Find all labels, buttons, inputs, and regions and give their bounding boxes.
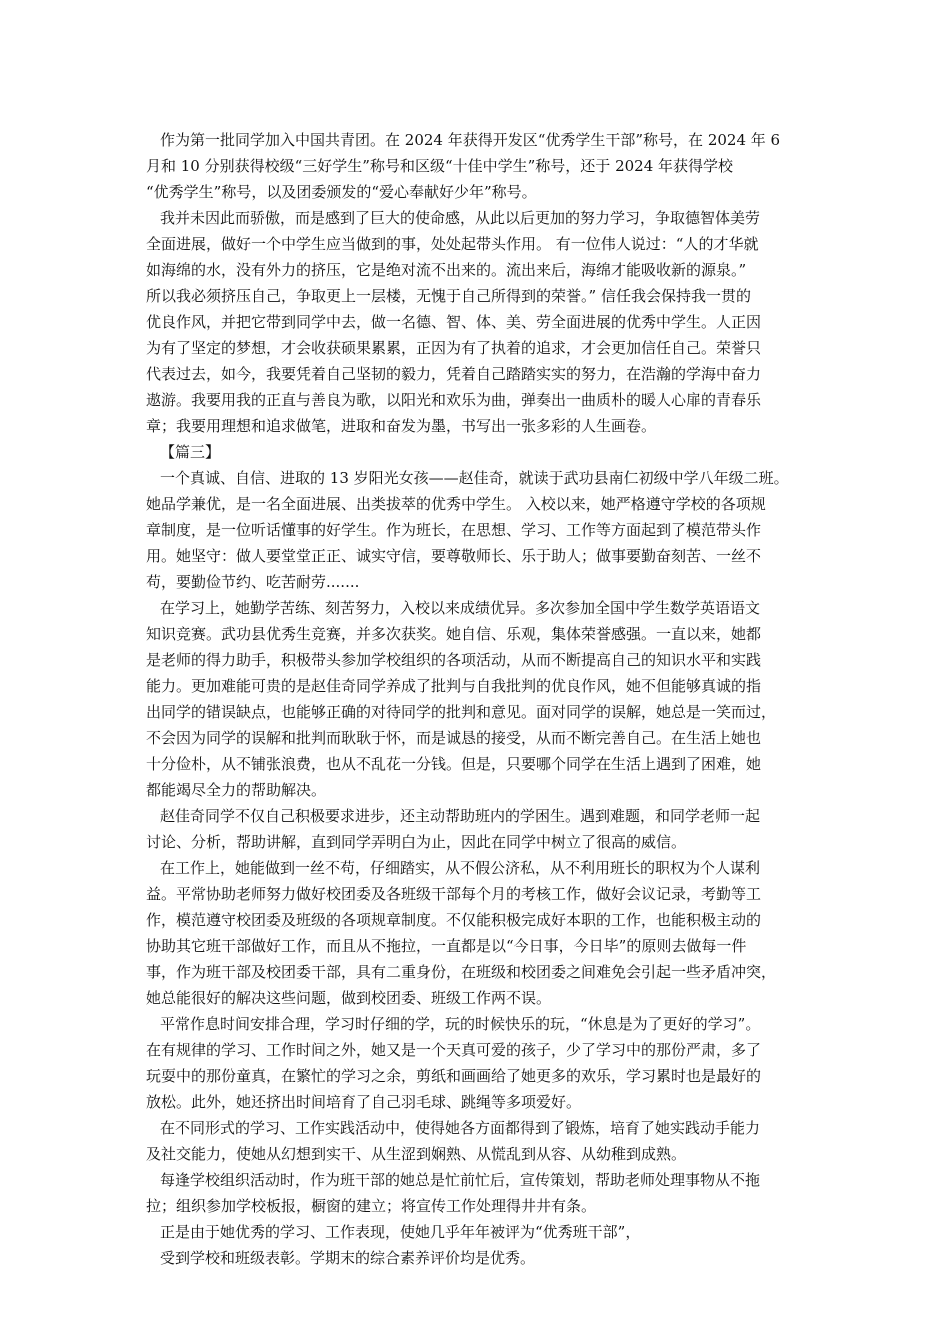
text-line: 如海绵的水，没有外力的挤压，它是绝对流不出来的。流出来后，海绵才能吸收新的源泉。” (146, 261, 747, 279)
text-line: 知识竞赛。武功县优秀生竞赛，并多次获奖。她自信、乐观，集体荣誉感强。一直以来，她都 (146, 625, 762, 643)
text-line: 她总能很好的解决这些问题，做到校团委、班级工作两不误。 (146, 989, 552, 1007)
text-line: 在学习上，她勤学苦练、刻苦努力，入校以来成绩优异。多次参加全国中学生数学英语语文 (160, 599, 761, 617)
text-line: 在有规律的学习、工作时间之外，她又是一个天真可爱的孩子，少了学习中的那份严肃，多了 (146, 1041, 762, 1059)
text-line: 拉；组织参加学校板报，橱窗的建立；将宣传工作处理得井井有条。 (146, 1197, 597, 1215)
text-line: 事，作为班干部及校团委干部，具有二重身份，在班级和校团委之间难免会引起一些矛盾冲突， (146, 963, 777, 981)
text-line: 优良作风，并把它带到同学中去，做一名德、智、体、美、劳全面进展的优秀中学生。人正因 (146, 313, 762, 331)
text-line: 都能竭尽全力的帮助解决。 (146, 781, 327, 799)
text-line: 平常作息时间安排合理，学习时仔细的学，玩的时候快乐的玩，“休息是为了更好的学习”。 (160, 1015, 761, 1033)
document-body (146, 127, 822, 1271)
text-line: 遨游。我要用我的正直与善良为歌，以阳光和欢乐为曲，弹奏出一曲质朴的暖人心扉的青春乐 (146, 391, 762, 409)
text-line: 是老师的得力助手，积极带头参加学校组织的各项活动，从而不断提高自己的知识水平和实践 (146, 651, 762, 669)
text-line: 能力。更加难能可贵的是赵佳奇同学养成了批判与自我批判的优良作风，她不但能够真诚的指 (146, 677, 762, 695)
text-line: 作，模范遵守校团委及班级的各项规章制度。不仅能积极完成好本职的工作，也能积极主动的 (146, 911, 762, 929)
section-heading: 【篇三】 (160, 443, 221, 461)
text-line: 我并未因此而骄傲，而是感到了巨大的使命感，从此以后更加的努力学习，争取德智体美劳 (160, 209, 761, 227)
text-line: 作为第一批同学加入中国共青团。在 2024 年获得开发区“优秀学生干部”称号，在 2024 年 6 (160, 131, 781, 149)
text-line: 一个真诚、自信、进取的 13 岁阳光女孩——赵佳奇，就读于武功县南仁初级中学八年级二班。 (160, 469, 789, 487)
text-line: 出同学的错误缺点，也能够正确的对待同学的批判和意见。面对同学的误解，她总是一笑而过， (146, 703, 777, 721)
text-line: 章；我要用理想和追求做笔，进取和奋发为墨，书写出一张多彩的人生画卷。 (146, 417, 657, 435)
text-line: 章制度，是一位听话懂事的好学生。作为班长，在思想、学习、工作等方面起到了模范带头作 (146, 521, 762, 539)
text-line: 讨论、分析，帮助讲解，直到同学弄明白为止，因此在同学中树立了很高的威信。 (146, 833, 687, 851)
text-line: 十分俭朴，从不铺张浪费，也从不乱花一分钱。但是，只要哪个同学在生活上遇到了困难，她 (146, 755, 762, 773)
text-line: 为有了坚定的梦想，才会收获硕果累累，正因为有了执着的追求，才会更加信任自己。荣誉只 (146, 339, 762, 357)
text-line: 及社交能力，使她从幻想到实干、从生涩到娴熟、从慌乱到从容、从幼稚到成熟。 (146, 1145, 687, 1163)
text-line: 受到学校和班级表彰。学期末的综合素养评价均是优秀。 (160, 1249, 536, 1267)
text-line: 正是由于她优秀的学习、工作表现，使她几乎年年被评为“优秀班干部”， (160, 1223, 641, 1241)
text-line: 在工作上，她能做到一丝不苟，仔细踏实，从不假公济私，从不利用班长的职权为个人谋利 (160, 859, 761, 877)
text-line: 代表过去，如今，我要凭着自己坚韧的毅力，凭着自己踏踏实实的努力，在浩瀚的学海中奋力 (146, 365, 762, 383)
text-line: 每逢学校组织活动时，作为班干部的她总是忙前忙后，宣传策划，帮助老师处理事物从不拖 (160, 1171, 761, 1189)
text-line: 苟，要勤俭节约、吃苦耐劳....... (146, 573, 360, 591)
text-line: 在不同形式的学习、工作实践活动中，使得她各方面都得到了锻炼，培育了她实践动手能力 (160, 1119, 761, 1137)
text-line: 她品学兼优，是一名全面进展、出类拔萃的优秀中学生。 入校以来，她严格遵守学校的各项规 (146, 495, 766, 513)
text-line: 玩耍中的那份童真，在繁忙的学习之余，剪纸和画画给了她更多的欢乐，学习累时也是最好的 (146, 1067, 762, 1085)
text-line: 放松。此外，她还挤出时间培育了自己羽毛球、跳绳等多项爱好。 (146, 1093, 582, 1111)
text-line: 月和 10 分别获得校级“三好学生”称号和区级“十佳中学生”称号，还于 2024 年获得学校 (146, 157, 734, 175)
text-line: 用。她坚守：做人要堂堂正正、诚实守信，要尊敬师长、乐于助人；做事要勤奋刻苦、一丝不 (146, 547, 762, 565)
text-line: 所以我必须挤压自己，争取更上一层楼，无愧于自己所得到的荣誉。” 信任我会保持我一贯的 (146, 287, 751, 305)
text-line: 全面进展，做好一个中学生应当做到的事，处处起带头作用。 有一位伟人说过：“人的才华就 (146, 235, 759, 253)
text-line: 不会因为同学的误解和批判而耿耿于怀，而是诚恳的接受，从而不断完善自己。在生活上她也 (146, 729, 762, 747)
text-line: 益。平常协助老师努力做好校团委及各班级干部每个月的考核工作，做好会议记录，考勤等工 (146, 885, 762, 903)
text-line: “优秀学生”称号，以及团委颁发的“爱心奉献好少年”称号。 (146, 183, 537, 201)
text-line: 赵佳奇同学不仅自己积极要求进步，还主动帮助班内的学困生。遇到难题，和同学老师一起 (160, 807, 761, 825)
text-line: 协助其它班干部做好工作，而且从不拖拉，一直都是以“今日事，今日毕”的原则去做每一件 (146, 937, 747, 955)
